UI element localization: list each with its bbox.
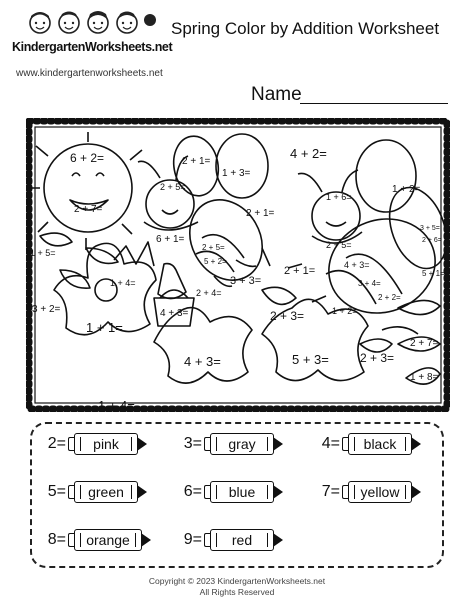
site-logo <box>12 10 173 62</box>
problem-label: 4 + 2= <box>290 146 327 161</box>
problem-label: 1 + 1= <box>86 320 123 335</box>
problem-label: 2 + 5= <box>202 243 225 252</box>
name-field[interactable] <box>300 103 448 104</box>
problem-label: 2 + 3= <box>360 351 395 365</box>
crayon-icon <box>68 480 147 504</box>
key-color: gray <box>210 433 274 455</box>
problem-label: 6 + 2= <box>70 151 105 165</box>
problem-label: 2 + 1= <box>182 156 211 167</box>
problem-label: 1 + 8= <box>410 372 439 383</box>
key-color: green <box>74 481 138 503</box>
problem-label: 2 + 5= <box>160 182 186 192</box>
key-number: 8= <box>47 531 66 548</box>
key-number: 2= <box>47 435 66 452</box>
key-number: 3= <box>183 435 202 452</box>
problem-label: 6 + 1= <box>156 234 185 245</box>
crayon-icon <box>68 528 151 552</box>
problem-label: 1 + 3= <box>222 168 251 179</box>
crayon-icon <box>342 432 421 456</box>
crayon-icon <box>68 432 147 456</box>
problem-label: 1 + 4= <box>110 278 136 288</box>
problem-label: 2 + 1= <box>284 265 316 277</box>
color-key-item <box>32 528 151 552</box>
key-color: orange <box>74 529 142 551</box>
problem-label: 3 + 5= <box>420 225 440 232</box>
problem-label: 2 + 7= <box>410 338 439 349</box>
key-color: yellow <box>348 481 412 503</box>
kids-faces-icon <box>26 10 158 36</box>
problem-label: 3 + 3= <box>230 275 262 287</box>
problem-label: 3 + 2= <box>32 304 61 315</box>
key-color: red <box>210 529 274 551</box>
crayon-icon <box>204 480 283 504</box>
problem-label: 1 + 2= <box>392 184 421 195</box>
key-color: blue <box>210 481 274 503</box>
problem-label: 2 + 5= <box>326 240 352 250</box>
problem-label: 5 + 1= <box>422 269 445 278</box>
color-key-item <box>168 528 283 552</box>
brand-name: KindergartenWorksheets.net <box>12 40 173 54</box>
color-key-item <box>168 480 283 504</box>
problem-label: 5 + 3= <box>292 352 329 367</box>
problem-label: 2 + 1= <box>246 208 275 219</box>
key-number: 5= <box>47 483 66 500</box>
key-number: 9= <box>183 531 202 548</box>
color-key-item <box>306 480 421 504</box>
color-key-item <box>306 432 421 456</box>
sun <box>28 132 142 250</box>
crayon-icon <box>342 480 421 504</box>
key-color: black <box>348 433 412 455</box>
coloring-picture[interactable] <box>26 118 450 412</box>
color-key-item <box>32 480 147 504</box>
color-key-item <box>168 432 283 456</box>
problem-label: 2 + 4= <box>196 288 222 298</box>
crayon-icon <box>204 432 283 456</box>
problem-label: 3 + 4= <box>358 279 381 288</box>
problem-label: 2 + 7= <box>74 204 103 215</box>
key-number: 4= <box>321 435 340 452</box>
color-key-item <box>32 432 147 456</box>
key-number: 7= <box>321 483 340 500</box>
key-number: 6= <box>183 483 202 500</box>
problem-label: 4 + 3= <box>160 308 189 319</box>
problem-label: 4 + 3= <box>344 260 370 270</box>
page-title: Spring Color by Addition Worksheet <box>171 19 440 38</box>
problem-label: 5 + 2= <box>204 257 227 266</box>
color-key-box <box>30 422 444 568</box>
name-label: Name <box>251 84 302 105</box>
copyright-text: Copyright © 2023 KindergartenWorksheets.net <box>148 576 326 586</box>
problem-label: 1 + 5= <box>30 248 56 258</box>
problem-label: 1 + 2= <box>332 306 358 316</box>
problem-label: 2 + 6= <box>422 237 442 244</box>
crayon-icon <box>204 528 283 552</box>
site-url[interactable]: www.kindergartenworksheets.net <box>16 68 163 79</box>
problem-label: 4 + 3= <box>184 354 221 369</box>
key-color: pink <box>74 433 138 455</box>
problem-label: 1 + 4= <box>98 398 135 412</box>
rights-text: All Rights Reserved <box>199 587 275 597</box>
problem-label: 2 + 3= <box>270 309 305 323</box>
problem-label: 1 + 6= <box>326 192 352 202</box>
problem-label: 2 + 2= <box>378 293 401 302</box>
